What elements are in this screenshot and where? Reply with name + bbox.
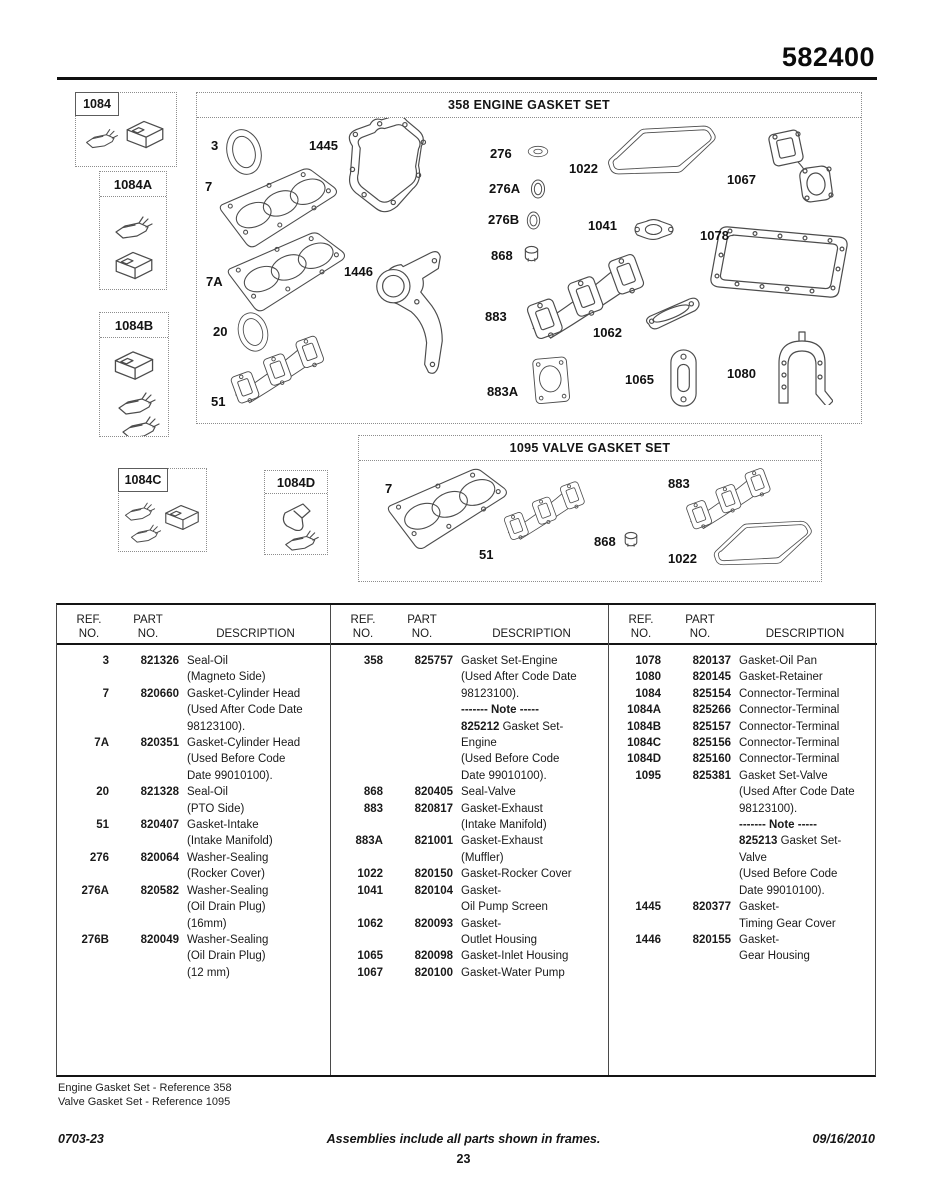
table-header xyxy=(609,605,877,645)
part-label-20: 20 xyxy=(213,324,228,339)
part-label-1445: 1445 xyxy=(309,138,338,153)
part-label-7-valve: 7 xyxy=(385,481,393,496)
parts-table-column-1 xyxy=(57,605,330,1075)
cell-part-no: 820155 xyxy=(692,933,731,946)
cell-part-no: 820049 xyxy=(140,933,179,946)
drawing-rocker-cover-1022 xyxy=(609,126,716,174)
inset-box-1084C xyxy=(118,468,207,552)
part-label-883A: 883A xyxy=(487,384,519,399)
cell-part-no: 820660 xyxy=(140,687,179,700)
cell-description: Gasket- Timing Gear Cover xyxy=(739,901,836,930)
part-label-1080: 1080 xyxy=(727,366,756,381)
cell-ref-no: 51 xyxy=(96,819,109,832)
table-row xyxy=(621,768,871,899)
header-part-no: PART NO. xyxy=(407,614,437,640)
cell-ref-no: 1084 xyxy=(635,687,661,700)
page-number: 23 xyxy=(456,1152,471,1166)
cell-description: Washer-Sealing (Rocker Cover) xyxy=(187,851,269,881)
inset-label-1084: 1084 xyxy=(75,92,119,116)
drawing-outlet-housing-1062 xyxy=(647,298,700,329)
cell-description: Washer-Sealing (Oil Drain Plug) (16mm) xyxy=(187,884,269,930)
cell-description: Gasket-Oil Pan xyxy=(739,655,817,667)
parts-table-column-2 xyxy=(330,605,608,1075)
cell-part-no: 820407 xyxy=(140,819,179,832)
cell-part-no: 820351 xyxy=(140,737,179,750)
header-part-no: PART NO. xyxy=(133,614,163,640)
cell-part-no: 820405 xyxy=(414,786,453,799)
cell-part-no: 820137 xyxy=(692,655,731,667)
drawing-valve-seal-868 xyxy=(525,246,537,261)
cell-description: Washer-Sealing (Oil Drain Plug) (12 mm) xyxy=(187,933,269,979)
table-row xyxy=(621,735,871,751)
cell-description: Gasket-Retainer xyxy=(739,671,823,684)
engine-gasket-set-drawings xyxy=(197,93,861,423)
cell-ref-no: 1084B xyxy=(627,720,661,733)
drawing-water-pump-1067 xyxy=(768,129,833,203)
cell-part-no: 825381 xyxy=(692,769,731,782)
drawing-rocker-cover-1022-valve xyxy=(714,521,811,565)
table-row xyxy=(69,653,324,686)
part-label-276: 276 xyxy=(490,146,512,161)
cell-description: Connector-Terminal xyxy=(739,704,840,717)
table-row xyxy=(69,883,324,932)
cell-part-no: 821001 xyxy=(414,835,453,848)
cell-description: Gasket-Water Pump xyxy=(461,966,565,979)
cell-description: Gasket-Inlet Housing xyxy=(461,950,569,963)
cell-part-no: 820150 xyxy=(414,868,453,881)
cell-description: Seal-Oil (Magneto Side) xyxy=(187,655,266,684)
inset-label-1084A: 1084A xyxy=(100,172,166,197)
drawing-timing-cover-1445 xyxy=(349,116,425,212)
cell-ref-no: 1084A xyxy=(627,704,661,717)
header-description: DESCRIPTION xyxy=(765,627,845,640)
inset-box-1084D xyxy=(264,470,328,555)
cell-ref-no: 883A xyxy=(355,835,383,848)
drawing-seal-20 xyxy=(234,309,272,354)
drawing-exhaust-manifold-883 xyxy=(526,253,646,342)
table-row xyxy=(69,850,324,883)
table-row xyxy=(69,735,324,784)
cell-part-no: 821326 xyxy=(140,655,179,667)
cell-description: Connector-Terminal xyxy=(739,753,840,766)
drawing-washer-276A xyxy=(531,180,544,198)
cell-part-no: 825156 xyxy=(692,737,731,750)
inset-box-1084 xyxy=(75,92,177,167)
table-row xyxy=(343,883,602,916)
header-description: DESCRIPTION xyxy=(492,627,571,640)
inset-box-1084A xyxy=(99,171,167,290)
part-label-1041: 1041 xyxy=(588,218,617,233)
part-label-1446: 1446 xyxy=(344,264,373,279)
table-row xyxy=(343,965,602,981)
drawing-head-gasket-7-valve xyxy=(388,469,506,548)
cell-description: Seal-Valve xyxy=(461,786,516,799)
table-row xyxy=(621,751,871,767)
inset-box-1084B xyxy=(99,312,169,437)
cell-part-no: 825266 xyxy=(692,704,731,717)
drawing-retainer-1080 xyxy=(779,332,833,407)
header-part-no: PART NO. xyxy=(685,614,715,640)
cell-ref-no: 358 xyxy=(363,655,383,667)
table-row xyxy=(343,653,602,784)
drawing-head-gasket-7A xyxy=(228,233,344,311)
drawing-intake-manifold-51-valve xyxy=(503,481,585,542)
cell-description: Gasket-Rocker Cover xyxy=(461,868,572,881)
drawing-inlet-housing-1065 xyxy=(671,350,696,406)
cell-ref-no: 1078 xyxy=(635,655,661,667)
cell-part-no: 820145 xyxy=(692,671,731,684)
inset-label-1084B: 1084B xyxy=(100,313,168,338)
cell-description: Gasket Set-Engine (Used After Code Date 98123100). ------- Note ----- 825212 Gasket Set- Engine (Used Before Code Date 99010100). xyxy=(461,655,577,782)
footnote-engine-gasket-set: Engine Gasket Set - Reference 358 xyxy=(58,1082,232,1094)
table-body xyxy=(331,645,608,981)
cell-ref-no: 1080 xyxy=(635,671,661,684)
inset-label-1084C: 1084C xyxy=(118,468,168,492)
page-title-model-number: 582400 xyxy=(781,42,875,72)
cell-ref-no: 1067 xyxy=(357,966,383,979)
table-row xyxy=(69,932,324,981)
header-ref-no: REF. NO. xyxy=(628,614,654,640)
drawing-gear-housing-1446 xyxy=(377,252,443,374)
footnote-valve-gasket-set: Valve Gasket Set - Reference 1095 xyxy=(58,1096,231,1108)
table-row xyxy=(343,833,602,866)
inset-label-1084D: 1084D xyxy=(265,471,327,494)
drawing-washer-276B xyxy=(527,212,539,229)
table-row xyxy=(621,702,871,718)
cell-part-no: 820817 xyxy=(414,802,453,815)
cell-description: Connector-Terminal xyxy=(739,720,840,733)
cell-description: Gasket-Intake (Intake Manifold) xyxy=(187,819,273,848)
cell-description: Gasket- Oil Pump Screen xyxy=(461,884,548,914)
table-header xyxy=(331,605,608,645)
cell-part-no: 820093 xyxy=(414,917,453,930)
drawing-washer-276 xyxy=(528,146,548,156)
cell-description: Gasket- Outlet Housing xyxy=(461,917,538,946)
drawing-exhaust-manifold-883-valve xyxy=(686,468,772,532)
part-label-868: 868 xyxy=(491,248,513,263)
cell-description: Seal-Oil (PTO Side) xyxy=(187,786,245,815)
part-label-883-valve: 883 xyxy=(668,476,690,491)
cell-part-no: 820098 xyxy=(414,950,453,963)
footer-date: 09/16/2010 xyxy=(812,1132,875,1146)
cell-part-no: 820582 xyxy=(140,884,179,897)
valve-gasket-set-title: 1095 VALVE GASKET SET xyxy=(359,436,821,461)
engine-gasket-set-title: 358 ENGINE GASKET SET xyxy=(197,93,861,118)
table-row xyxy=(343,784,602,800)
footer-note: Assemblies include all parts shown in frames. xyxy=(326,1132,601,1146)
cell-description: Gasket- Gear Housing xyxy=(739,933,810,963)
part-label-7A: 7A xyxy=(206,274,223,289)
cell-ref-no: 1084C xyxy=(627,737,661,750)
part-label-868-valve: 868 xyxy=(594,534,616,549)
table-row xyxy=(69,686,324,735)
table-row xyxy=(621,899,871,932)
parts-table xyxy=(56,603,876,1077)
part-label-7: 7 xyxy=(205,179,213,194)
drawing-valve-seal-868-valve xyxy=(625,532,637,546)
table-row xyxy=(69,817,324,850)
cell-ref-no: 1022 xyxy=(357,868,383,881)
table-row xyxy=(343,948,602,964)
header-ref-no: REF. NO. xyxy=(76,614,102,640)
cell-ref-no: 7 xyxy=(102,687,109,700)
cell-description: Gasket-Cylinder Head (Used After Code Date 98123100). xyxy=(187,687,303,733)
cell-ref-no: 3 xyxy=(102,655,109,667)
cell-part-no: 820104 xyxy=(414,884,453,897)
cell-ref-no: 1084D xyxy=(627,753,661,766)
part-label-51-valve: 51 xyxy=(479,547,494,562)
drawing-oil-pump-screen-1041 xyxy=(635,220,673,240)
cell-ref-no: 1095 xyxy=(635,769,661,782)
drawing-muffler-gasket-883A xyxy=(532,357,569,404)
cell-part-no: 821328 xyxy=(140,786,179,799)
engine-gasket-set-frame xyxy=(196,92,862,424)
cell-description: Gasket-Exhaust (Intake Manifold) xyxy=(461,802,547,832)
cell-part-no: 820064 xyxy=(140,851,179,864)
part-label-51: 51 xyxy=(211,394,226,409)
cell-ref-no: 276 xyxy=(89,851,109,864)
drawing-oil-pan-1078 xyxy=(711,227,847,297)
cell-description: Gasket Set-Valve (Used After Code Date 98123100). ------- Note ----- 825213 Gasket Set- Valve (Used Before Code Date 99010100). xyxy=(739,769,855,897)
valve-gasket-set-frame xyxy=(358,435,822,582)
part-label-1062: 1062 xyxy=(593,325,622,340)
cell-description: Gasket-Exhaust (Muffler) xyxy=(461,835,543,864)
cell-ref-no: 276A xyxy=(81,884,109,897)
part-label-276A: 276A xyxy=(489,181,521,196)
cell-description: Gasket-Cylinder Head (Used Before Code Date 99010100). xyxy=(187,737,301,782)
cell-ref-no: 883 xyxy=(363,802,383,815)
cell-description: Connector-Terminal xyxy=(739,737,840,750)
part-label-1022: 1022 xyxy=(569,161,598,176)
part-label-1022-valve: 1022 xyxy=(668,551,697,566)
table-row xyxy=(343,866,602,882)
drawing-seal-3 xyxy=(222,126,267,179)
footer-doc-code: 0703-23 xyxy=(58,1132,104,1146)
part-label-276B: 276B xyxy=(488,212,520,227)
part-label-1067: 1067 xyxy=(727,172,756,187)
cell-ref-no: 7A xyxy=(94,737,109,750)
part-label-1065: 1065 xyxy=(625,372,654,387)
table-row xyxy=(621,669,871,685)
table-row xyxy=(343,916,602,949)
table-row xyxy=(69,784,324,817)
header-description: DESCRIPTION xyxy=(216,627,295,640)
cell-ref-no: 1065 xyxy=(357,950,383,963)
table-row xyxy=(621,686,871,702)
cell-description: Connector-Terminal xyxy=(739,687,840,700)
part-label-883: 883 xyxy=(485,309,507,324)
cell-part-no: 820100 xyxy=(414,966,453,979)
cell-ref-no: 1445 xyxy=(635,901,661,914)
cell-part-no: 825757 xyxy=(414,655,453,667)
cell-ref-no: 276B xyxy=(81,933,109,946)
cell-ref-no: 1062 xyxy=(357,917,383,930)
table-row xyxy=(621,653,871,669)
table-body xyxy=(609,645,877,965)
table-body xyxy=(57,645,330,981)
cell-ref-no: 868 xyxy=(363,786,383,799)
part-label-3: 3 xyxy=(211,138,219,153)
cell-ref-no: 1446 xyxy=(635,933,661,946)
cell-part-no: 825157 xyxy=(692,720,731,733)
parts-table-column-3 xyxy=(608,605,877,1075)
header-rule xyxy=(57,77,877,80)
cell-part-no: 825154 xyxy=(692,687,731,700)
cell-ref-no: 20 xyxy=(96,786,109,799)
cell-ref-no: 1041 xyxy=(357,884,383,897)
cell-part-no: 820377 xyxy=(692,901,731,914)
cell-part-no: 825160 xyxy=(692,753,731,766)
table-row xyxy=(343,801,602,834)
header-ref-no: REF. NO. xyxy=(350,614,376,640)
table-header xyxy=(57,605,330,645)
part-label-1078: 1078 xyxy=(700,228,729,243)
table-row xyxy=(621,932,871,965)
table-row xyxy=(621,719,871,735)
